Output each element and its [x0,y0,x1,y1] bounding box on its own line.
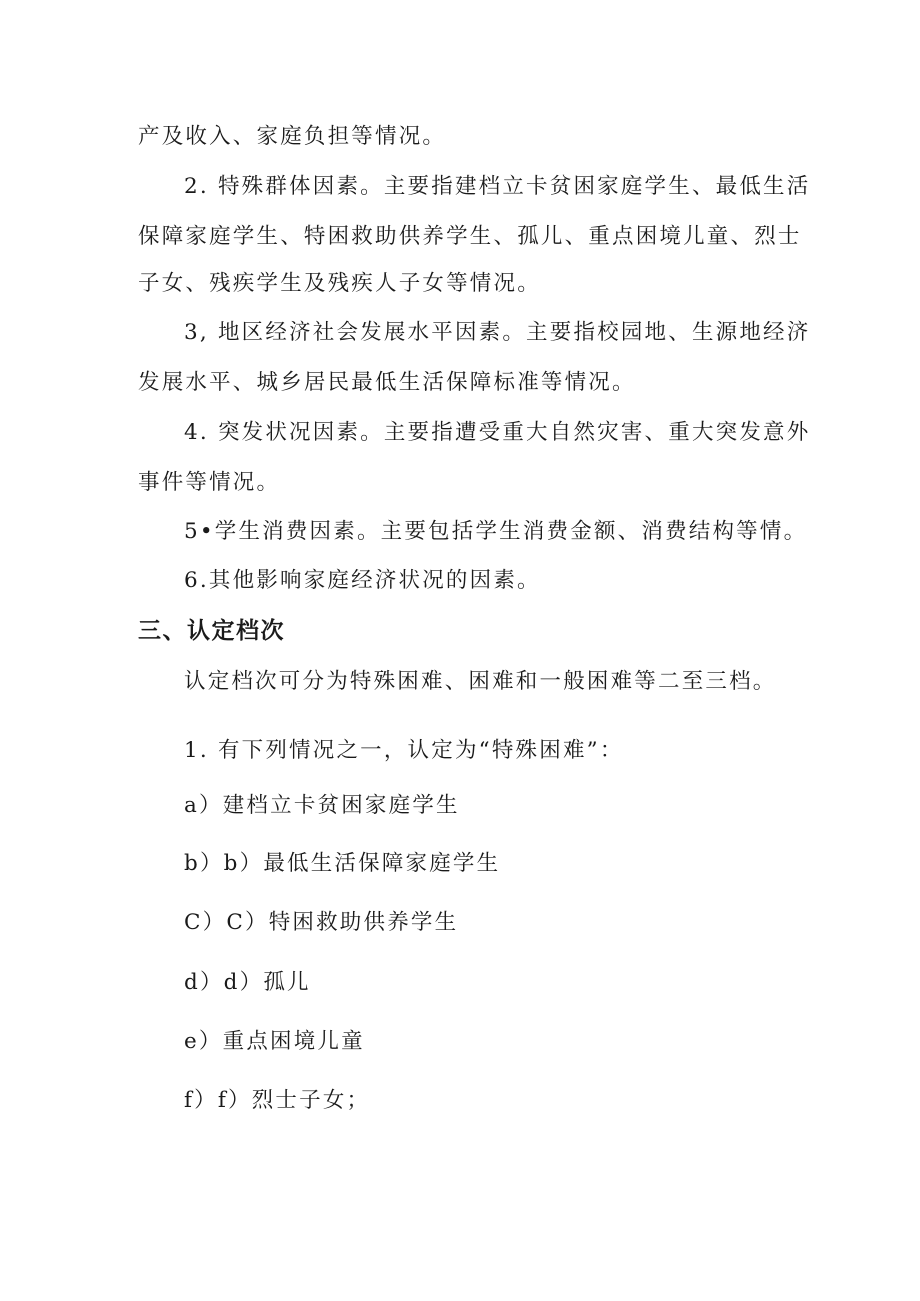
paragraph-line-6: 发展水平、城乡居民最低生活保障标准等情况。 [138,370,636,395]
paragraph-line-5: 3, 地区经济社会发展水平因素。主要指校园地、生源地经济 [184,320,811,345]
paragraph-line-7: 4. 突发状况因素。主要指遭受重大自然灾害、重大突发意外 [184,420,811,445]
paragraph-line-8: 事件等情况。 [138,470,281,495]
paragraph-line-2: 2. 特殊群体因素。主要指建档立卡贫困家庭学生、最低生活 [184,174,811,199]
list-item: a）建档立卡贫困家庭学生 [184,793,460,818]
paragraph-line-10: 6.其他影响家庭经济状况的因素。 [184,568,541,593]
paragraph-line-9: 5•学生消费因素。主要包括学生消费金额、消费结构等情。 [184,519,808,544]
subsection-title: 1. 有下列情况之一，认定为“特殊困难”： [184,738,624,763]
paragraph-line-3: 保障家庭学生、特困救助供养学生、孤儿、重点困境儿童、烈士 [138,224,802,249]
paragraph-line-4: 子女、残疾学生及残疾人子女等情况。 [138,271,541,296]
list-item: b）b）最低生活保障家庭学生 [184,851,501,876]
list-item: d）d）孤儿 [184,970,311,995]
list-item: C）C）特困救助供养学生 [184,910,459,935]
list-item: f）f）烈士子女； [184,1088,371,1113]
list-item: e）重点困境儿童 [184,1029,365,1054]
section-heading: 三、认定档次 [138,618,285,644]
section-intro: 认定档次可分为特殊困难、困难和一般困难等二至三档。 [184,669,777,694]
paragraph-line-1: 产及收入、家庭负担等情况。 [138,124,447,149]
